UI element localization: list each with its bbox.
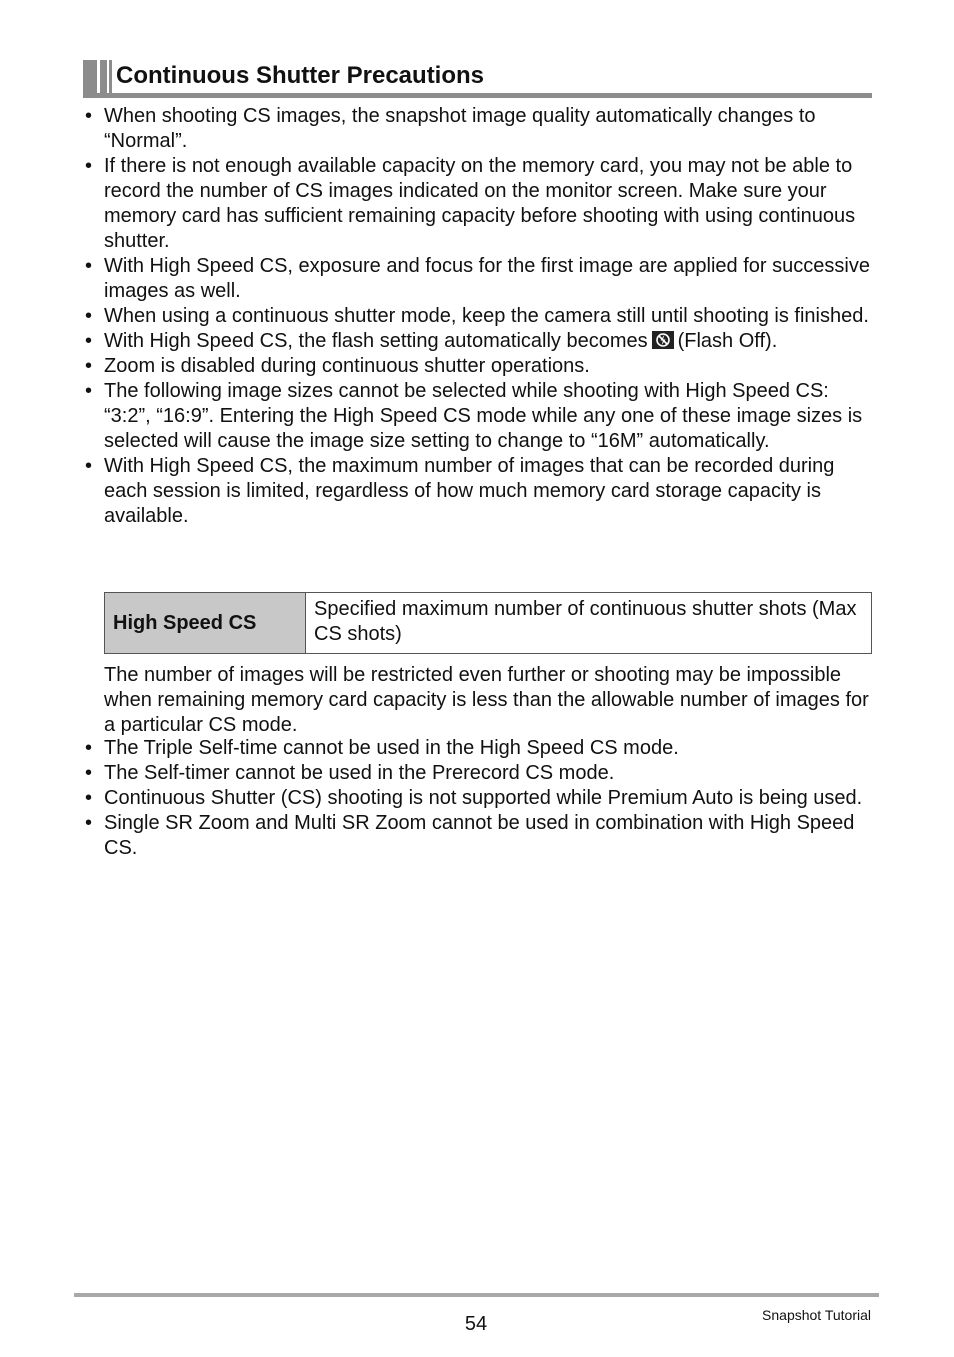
capacity-note: The number of images will be restricted even further or shooting may be impossible when remaining memory card capacity is less than the allowable number of images for a particular CS mode. xyxy=(104,664,869,736)
list-item xyxy=(83,811,875,861)
list-item xyxy=(83,761,875,786)
list-item-text: When using a continuous shutter mode, keep the camera still until shooting is finished. xyxy=(104,305,869,327)
bullet: • xyxy=(85,355,93,377)
list-item xyxy=(83,786,875,811)
list-item xyxy=(83,454,875,529)
heading-marker xyxy=(83,60,97,94)
list-item-text: The Triple Self-time cannot be used in the High Speed CS mode. xyxy=(104,737,679,759)
list-item xyxy=(83,304,875,329)
bullet: • xyxy=(85,455,93,477)
section-title: Continuous Shutter Precautions xyxy=(116,62,485,89)
precautions-list-continued xyxy=(83,736,875,861)
page-number: 54 xyxy=(464,1313,488,1335)
max-cs-shots-table xyxy=(104,592,872,654)
flash-off-icon xyxy=(652,331,674,349)
heading-marker xyxy=(100,60,107,94)
list-item xyxy=(83,154,875,254)
bullet: • xyxy=(85,737,93,759)
list-item-text: The Self-timer cannot be used in the Prerecord CS mode. xyxy=(104,762,615,784)
list-item xyxy=(83,354,875,379)
section-heading xyxy=(83,58,872,98)
bullet: • xyxy=(85,305,93,327)
list-item-text: When shooting CS images, the snapshot image quality automatically changes to “Normal”. xyxy=(104,105,816,152)
list-item-text: The following image sizes cannot be selected while shooting with High Speed CS: “3:2”, “16:9”. Entering the High Speed CS mode while any one of these image sizes is selected will cause the image size setting to change to “16M” automatically. xyxy=(104,380,863,452)
list-item-text: If there is not enough available capacity on the memory card, you may not be able to record the number of CS images indicated on the monitor screen. Make sure your memory card has sufficient remaining capacity before shooting with using continuous shutter. xyxy=(104,155,856,252)
bullet: • xyxy=(85,155,93,177)
footer-section-name: Snapshot Tutorial xyxy=(762,1307,871,1323)
list-item xyxy=(83,329,875,354)
bullet: • xyxy=(85,787,93,809)
list-item-text: With High Speed CS, the flash setting automatically becomes xyxy=(104,330,648,352)
bullet: • xyxy=(85,255,93,277)
list-item xyxy=(83,736,875,761)
list-item-text: Zoom is disabled during continuous shutter operations. xyxy=(104,355,590,377)
list-item-text: With High Speed CS, exposure and focus for the first image are applied for successive images as well. xyxy=(104,255,870,302)
precautions-list xyxy=(83,104,875,529)
bullet: • xyxy=(85,380,93,402)
bullet: • xyxy=(85,812,93,834)
heading-marker xyxy=(109,60,112,94)
bullet: • xyxy=(85,105,93,127)
list-item-text: (Flash Off). xyxy=(677,330,778,352)
heading-underline xyxy=(83,93,872,98)
list-item xyxy=(83,379,875,454)
footer-divider xyxy=(74,1293,879,1297)
list-item-text: Single SR Zoom and Multi SR Zoom cannot be used in combination with High Speed CS. xyxy=(104,812,855,859)
list-item-text: With High Speed CS, the maximum number of images that can be recorded during each session is limited, regardless of how much memory card storage capacity is available. xyxy=(104,455,835,527)
list-item xyxy=(83,254,875,304)
table-cell: Specified maximum number of continuous shutter shots (Max CS shots) xyxy=(314,598,857,645)
bullet: • xyxy=(85,762,93,784)
table-header-cell: High Speed CS xyxy=(105,593,306,653)
list-item xyxy=(83,104,875,154)
bullet: • xyxy=(85,330,93,352)
list-item-text: Continuous Shutter (CS) shooting is not supported while Premium Auto is being used. xyxy=(104,787,863,809)
